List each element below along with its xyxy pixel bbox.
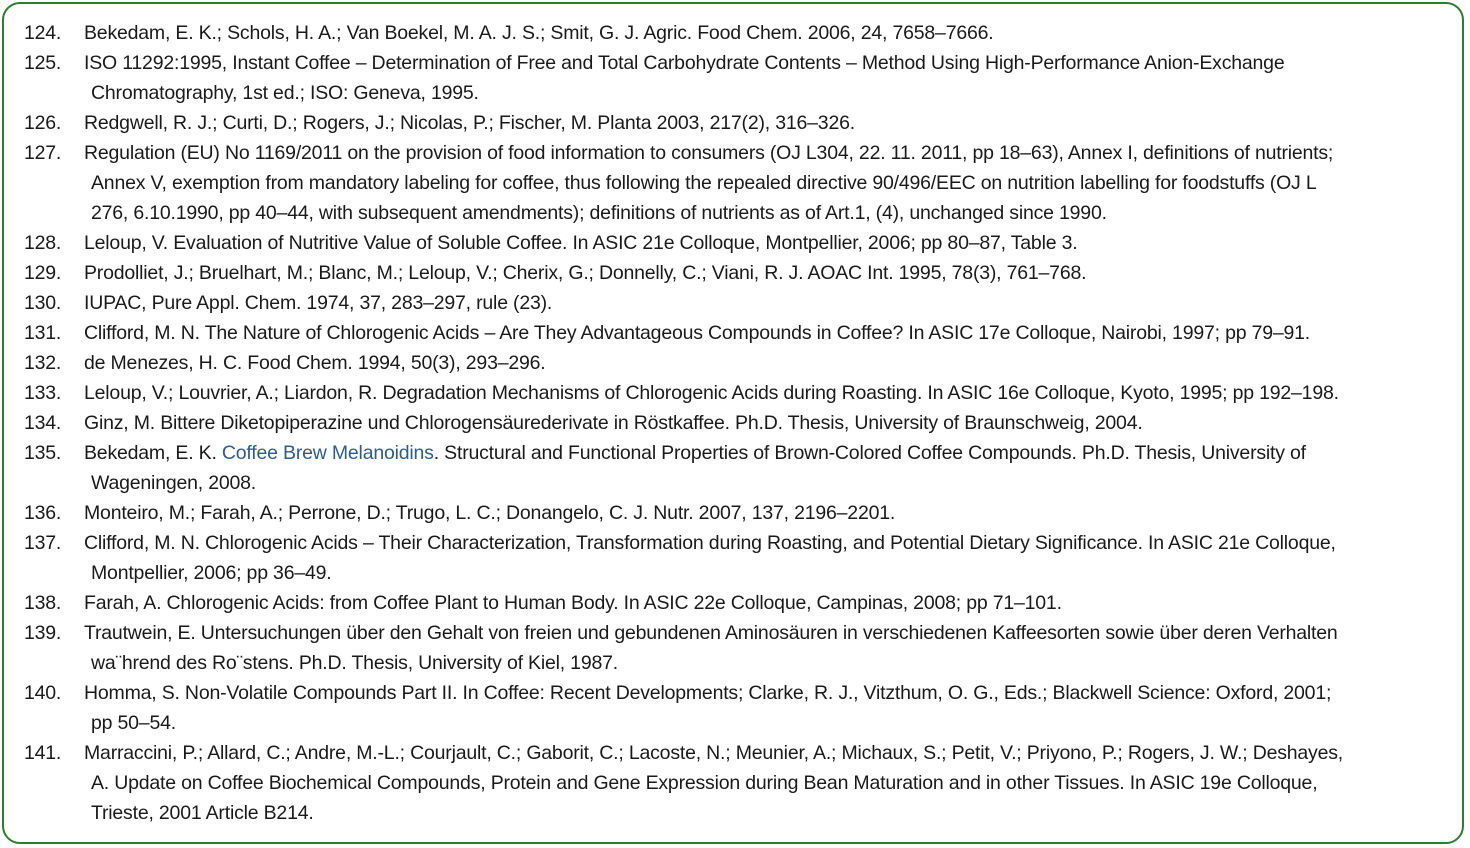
reference-text: Trautwein, E. Untersuchungen über den Gehalt von freien und gebundenen Aminosäuren in verschiedenen Kaffeesorten sowie über deren Verhalten bbox=[84, 622, 1338, 644]
reference-list bbox=[24, 18, 1464, 828]
reference-item bbox=[24, 48, 1464, 108]
reference-number: 130. bbox=[24, 292, 62, 314]
reference-text-suffix: . Structural and Functional Properties of Brown-Colored Coffee Compounds. Ph.D. Thesis, University of bbox=[433, 442, 1306, 464]
reference-text-continued: 276, 6.10.1990, pp 40–44, with subsequent amendments); definitions of nutrients as of Art.1, (4), unchanged since 1990. bbox=[91, 202, 1107, 224]
reference-number: 138. bbox=[24, 592, 62, 614]
reference-item bbox=[24, 438, 1464, 498]
reference-link[interactable]: Coffee Brew Melanoidins bbox=[221, 442, 434, 464]
reference-item bbox=[24, 678, 1464, 738]
reference-number: 127. bbox=[24, 142, 62, 164]
reference-text: Marraccini, P.; Allard, C.; Andre, M.-L.; Courjault, C.; Gaborit, C.; Lacoste, N.; Meunier, A.; Michaux, S.; Petit, V.; Priyono, P.; Rogers, J. W.; Deshayes, bbox=[84, 742, 1344, 764]
reference-text: Homma, S. Non-Volatile Compounds Part II. In Coffee: Recent Developments; Clarke, R. J., Vitzthum, O. G., Eds.; Blackwell Science: Oxford, 2001; bbox=[84, 682, 1332, 704]
reference-number: 128. bbox=[24, 232, 62, 254]
reference-number: 133. bbox=[24, 382, 62, 404]
reference-item bbox=[24, 528, 1464, 588]
reference-item bbox=[24, 18, 1464, 48]
reference-text: Monteiro, M.; Farah, A.; Perrone, D.; Trugo, L. C.; Donangelo, C. J. Nutr. 2007, 137, 2196–2201. bbox=[84, 502, 896, 524]
reference-item bbox=[24, 318, 1464, 348]
reference-item bbox=[24, 738, 1464, 828]
reference-text bbox=[84, 438, 1464, 468]
reference-number: 136. bbox=[24, 502, 62, 524]
reference-number: 129. bbox=[24, 262, 62, 284]
reference-text: IUPAC, Pure Appl. Chem. 1974, 37, 283–297, rule (23). bbox=[84, 292, 553, 314]
reference-item bbox=[24, 138, 1464, 228]
reference-number: 141. bbox=[24, 742, 62, 764]
reference-item bbox=[24, 618, 1464, 678]
reference-item bbox=[24, 498, 1464, 528]
reference-number: 135. bbox=[24, 442, 62, 464]
reference-text: ISO 11292:1995, Instant Coffee – Determination of Free and Total Carbohydrate Contents – Method Using High-Performance Anion-Exchange bbox=[84, 52, 1285, 74]
reference-item bbox=[24, 408, 1464, 438]
reference-item bbox=[24, 378, 1464, 408]
reference-item bbox=[24, 108, 1464, 138]
reference-item bbox=[24, 228, 1464, 258]
reference-number: 139. bbox=[24, 622, 62, 644]
reference-text-continued: Montpellier, 2006; pp 36–49. bbox=[91, 562, 332, 584]
reference-text: Regulation (EU) No 1169/2011 on the provision of food information to consumers (OJ L304, 22. 11. 2011, pp 18–63), Annex I, definitions of nutrients; bbox=[84, 142, 1334, 164]
reference-text: Redgwell, R. J.; Curti, D.; Rogers, J.; Nicolas, P.; Fischer, M. Planta 2003, 217(2), 316–326. bbox=[84, 112, 855, 134]
reference-number: 140. bbox=[24, 682, 62, 704]
reference-text-continued: Chromatography, 1st ed.; ISO: Geneva, 1995. bbox=[91, 82, 479, 104]
reference-text: de Menezes, H. C. Food Chem. 1994, 50(3), 293–296. bbox=[84, 352, 546, 374]
reference-text-continued: Wageningen, 2008. bbox=[91, 472, 257, 494]
reference-item bbox=[24, 258, 1464, 288]
reference-text: Clifford, M. N. Chlorogenic Acids – Their Characterization, Transformation during Roasting, and Potential Dietary Significance. In ASIC 21e Colloque, bbox=[84, 532, 1336, 554]
reference-text: Prodolliet, J.; Bruelhart, M.; Blanc, M.; Leloup, V.; Cherix, G.; Donnelly, C.; Viani, R. J. AOAC Int. 1995, 78(3), 761–768. bbox=[84, 262, 1087, 284]
reference-number: 126. bbox=[24, 112, 62, 134]
reference-number: 132. bbox=[24, 352, 62, 374]
reference-text-prefix: Bekedam, E. K. bbox=[84, 442, 222, 464]
reference-text: Leloup, V. Evaluation of Nutritive Value of Soluble Coffee. In ASIC 21e Colloque, Montpellier, 2006; pp 80–87, Table 3. bbox=[84, 232, 1078, 254]
reference-text-continued: wa¨hrend des Ro¨stens. Ph.D. Thesis, University of Kiel, 1987. bbox=[91, 652, 618, 674]
reference-text: Bekedam, E. K.; Schols, H. A.; Van Boekel, M. A. J. S.; Smit, G. J. Agric. Food Chem. 2006, 24, 7658–7666. bbox=[84, 22, 994, 44]
reference-number: 124. bbox=[24, 22, 62, 44]
reference-number: 137. bbox=[24, 532, 62, 554]
reference-text-continued: Trieste, 2001 Article B214. bbox=[91, 802, 314, 824]
reference-text: Farah, A. Chlorogenic Acids: from Coffee Plant to Human Body. In ASIC 22e Colloque, Campinas, 2008; pp 71–101. bbox=[84, 592, 1062, 614]
reference-number: 131. bbox=[24, 322, 62, 344]
reference-item bbox=[24, 288, 1464, 318]
reference-item bbox=[24, 588, 1464, 618]
reference-text-continued: Annex V, exemption from mandatory labeling for coffee, thus following the repealed directive 90/496/EEC on nutrition labelling for foodstuffs (OJ L bbox=[91, 172, 1317, 194]
reference-text: Clifford, M. N. The Nature of Chlorogenic Acids – Are They Advantageous Compounds in Coffee? In ASIC 17e Colloque, Nairobi, 1997; pp 79–91. bbox=[84, 322, 1311, 344]
reference-text-continued: A. Update on Coffee Biochemical Compounds, Protein and Gene Expression during Bean Maturation and in other Tissues. In ASIC 19e Colloque, bbox=[91, 772, 1318, 794]
reference-frame bbox=[2, 2, 1464, 844]
reference-text: Leloup, V.; Louvrier, A.; Liardon, R. Degradation Mechanisms of Chlorogenic Acids during Roasting. In ASIC 16e Colloque, Kyoto, 1995; pp 192–198. bbox=[84, 382, 1339, 404]
reference-number: 134. bbox=[24, 412, 62, 434]
reference-item bbox=[24, 348, 1464, 378]
reference-text-continued: pp 50–54. bbox=[91, 712, 176, 734]
reference-text: Ginz, M. Bittere Diketopiperazine und Chlorogensäurederivate in Röstkaffee. Ph.D. Thesis, University of Braunschweig, 2004. bbox=[84, 412, 1143, 434]
reference-number: 125. bbox=[24, 52, 62, 74]
